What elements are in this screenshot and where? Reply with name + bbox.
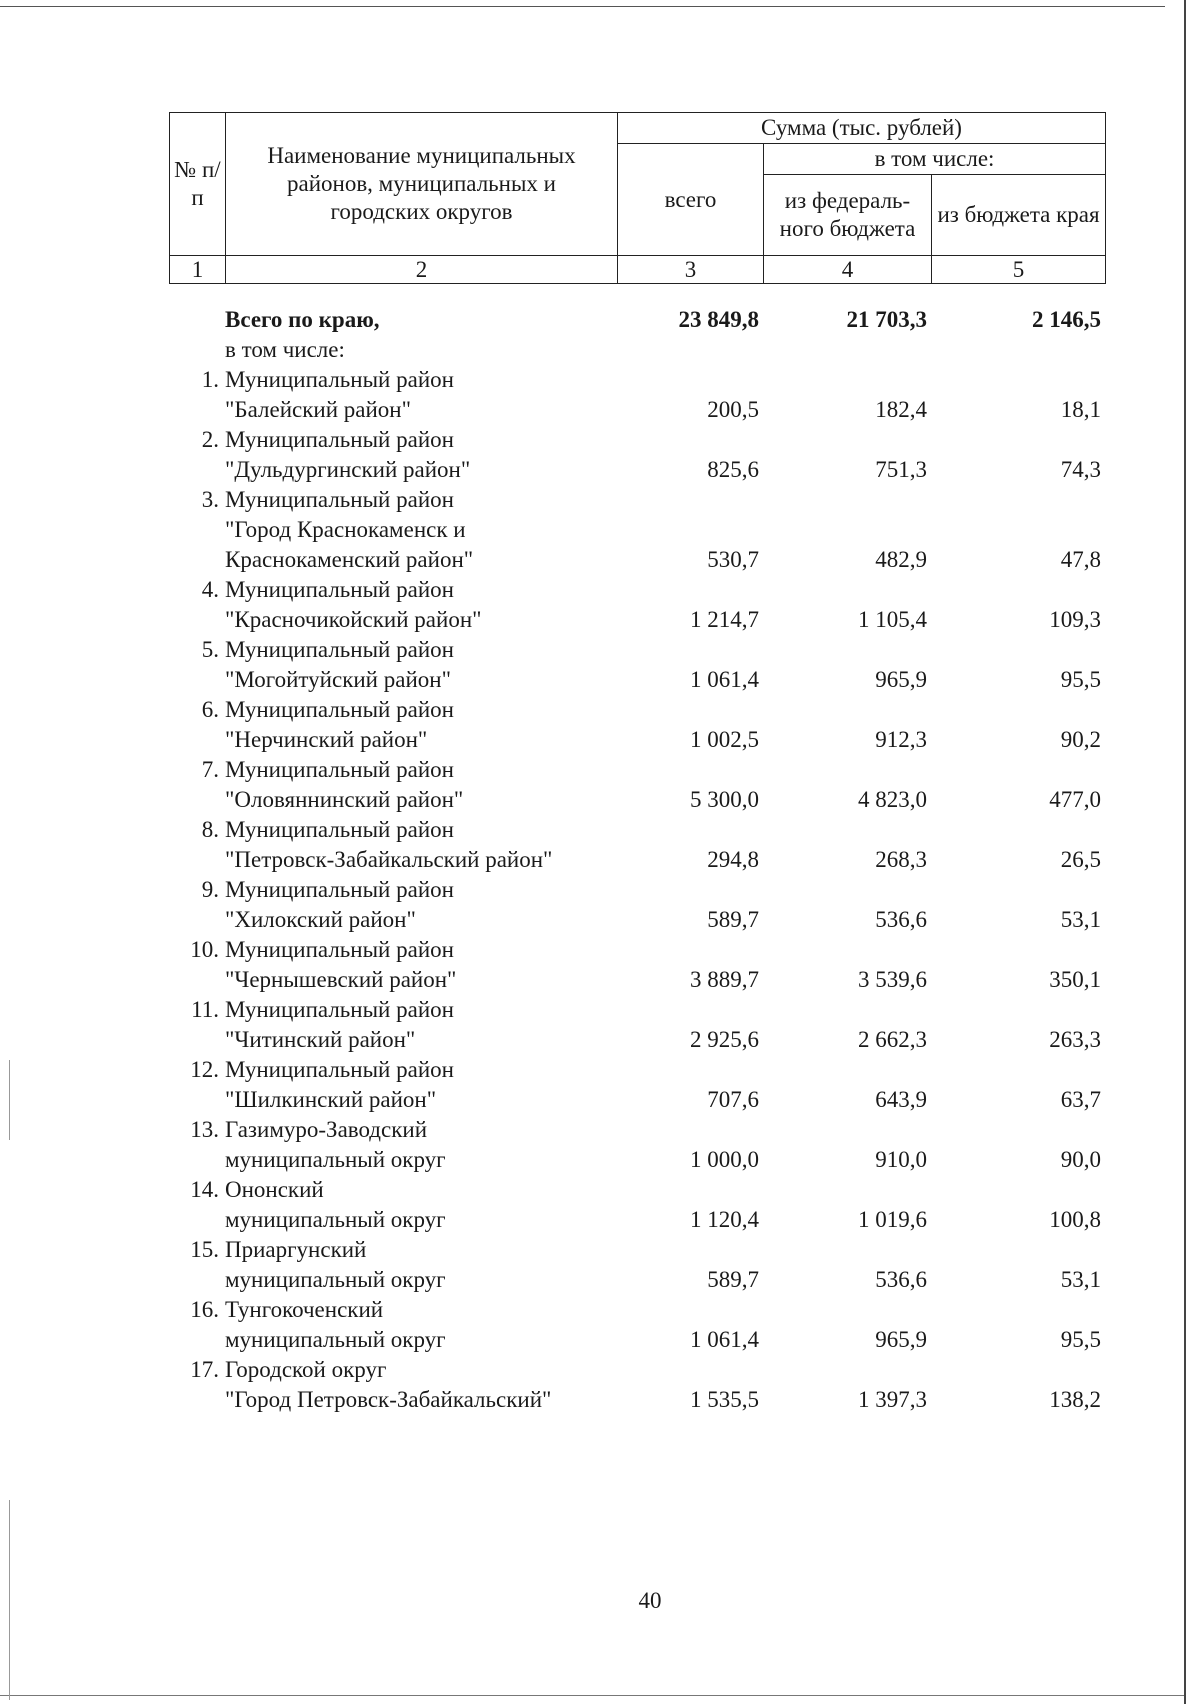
table-row (169, 665, 1105, 695)
row-number (169, 665, 225, 695)
row-total: 707,6 (707, 1087, 759, 1112)
row-federal (763, 1355, 931, 1385)
row-federal (763, 635, 931, 665)
row-name-line: Муниципальный район (225, 817, 454, 842)
row-number (169, 1145, 225, 1175)
row-regional (931, 755, 1105, 785)
scan-edge-top (0, 6, 1165, 7)
table-row (169, 1055, 1105, 1085)
table-row (169, 545, 1105, 575)
row-total: 1 002,5 (690, 727, 759, 752)
table-row (169, 755, 1105, 785)
row-total: 5 300,0 (690, 787, 759, 812)
row-federal: 182,4 (875, 397, 927, 422)
table-row (169, 1325, 1105, 1355)
row-federal (763, 875, 931, 905)
col-number: 2 (226, 256, 618, 284)
row-total (617, 485, 763, 515)
row-total: 589,7 (707, 907, 759, 932)
col-header-total: всего (618, 144, 764, 256)
row-total (617, 1055, 763, 1085)
row-regional (931, 485, 1105, 515)
row-name-line: муниципальный округ (225, 1267, 446, 1292)
row-total: 1 061,4 (690, 1327, 759, 1352)
row-name-line: Ононский (225, 1177, 324, 1202)
table-row (169, 1355, 1105, 1385)
table-row (169, 1235, 1105, 1265)
table-row (169, 905, 1105, 935)
row-federal (763, 995, 931, 1025)
row-total: 589,7 (707, 1267, 759, 1292)
row-federal (763, 755, 931, 785)
row-number: 10. (190, 937, 219, 962)
row-regional: 63,7 (1060, 1087, 1101, 1112)
col-header-name: Наименование муниципальных районов, муниципальных и городских округов (226, 113, 618, 256)
row-number: 11. (191, 997, 219, 1022)
row-regional: 263,3 (1049, 1027, 1101, 1052)
row-regional: 90,0 (1060, 1147, 1101, 1172)
row-regional: 350,1 (1049, 967, 1101, 992)
row-regional (931, 1295, 1105, 1325)
row-number: 4. (201, 577, 219, 602)
row-federal: 536,6 (875, 907, 927, 932)
table-row (169, 1115, 1105, 1145)
row-federal (763, 1295, 931, 1325)
row-total (617, 1355, 763, 1385)
row-regional (931, 575, 1105, 605)
row-name-line: "Дульдургинский район" (225, 457, 471, 482)
row-name-line: "Нерчинский район" (225, 727, 428, 752)
row-federal (763, 815, 931, 845)
row-total: 1 000,0 (690, 1147, 759, 1172)
col-number: 1 (170, 256, 226, 284)
row-number (169, 1325, 225, 1355)
row-number (169, 395, 225, 425)
row-federal (763, 935, 931, 965)
row-total (617, 1235, 763, 1265)
row-number (169, 1025, 225, 1055)
row-federal: 965,9 (875, 1327, 927, 1352)
row-federal (763, 515, 931, 545)
table-row (169, 1295, 1105, 1325)
table-header (169, 112, 1106, 284)
col-number: 4 (764, 256, 932, 284)
col-header-num: № п/п (170, 113, 226, 256)
scan-edge-bottom (0, 1695, 1184, 1696)
row-name-line: "Петровск-Забайкальский район" (225, 847, 553, 872)
row-number: 16. (190, 1297, 219, 1322)
row-name-line: "Чернышевский район" (225, 967, 457, 992)
table-row (169, 515, 1105, 545)
row-name-line: Муниципальный район (225, 577, 454, 602)
row-name-line: Приаргунский (225, 1237, 367, 1262)
row-regional (931, 1055, 1105, 1085)
row-federal (763, 1115, 931, 1145)
row-regional: 53,1 (1060, 1267, 1101, 1292)
table-row (169, 1385, 1105, 1415)
row-total (617, 695, 763, 725)
row-regional (931, 425, 1105, 455)
summary-federal: 21 703,3 (846, 307, 927, 332)
row-federal (763, 1175, 931, 1205)
row-regional: 26,5 (1060, 847, 1101, 872)
row-total (617, 575, 763, 605)
row-name-line: муниципальный округ (225, 1207, 446, 1232)
row-total (617, 635, 763, 665)
summary-label: Всего по краю, (225, 307, 380, 332)
table-row (169, 635, 1105, 665)
row-total: 1 214,7 (690, 607, 759, 632)
row-regional: 18,1 (1060, 397, 1101, 422)
row-number (169, 455, 225, 485)
table-row (169, 785, 1105, 815)
row-number: 13. (190, 1117, 219, 1142)
row-federal (763, 1235, 931, 1265)
row-name-line: муниципальный округ (225, 1147, 446, 1172)
summary-total: 23 849,8 (678, 307, 759, 332)
row-total (617, 515, 763, 545)
row-number (169, 1385, 225, 1415)
col-number: 3 (618, 256, 764, 284)
table-row (169, 995, 1105, 1025)
table-row (169, 1175, 1105, 1205)
row-regional (931, 935, 1105, 965)
row-total (617, 1295, 763, 1325)
row-number: 2. (201, 427, 219, 452)
table-row (169, 1025, 1105, 1055)
row-number: 17. (190, 1357, 219, 1382)
row-number: 9. (201, 877, 219, 902)
row-number: 6. (201, 697, 219, 722)
row-name-line: "Город Краснокаменск и (225, 517, 466, 542)
row-regional (931, 1175, 1105, 1205)
row-regional: 477,0 (1049, 787, 1101, 812)
row-regional: 47,8 (1060, 547, 1101, 572)
row-number: 15. (190, 1237, 219, 1262)
row-regional (931, 1115, 1105, 1145)
row-federal: 1 019,6 (858, 1207, 927, 1232)
row-number (169, 1205, 225, 1235)
row-regional: 138,2 (1049, 1387, 1101, 1412)
row-regional (931, 1235, 1105, 1265)
row-number (169, 965, 225, 995)
row-total: 3 889,7 (690, 967, 759, 992)
row-number (169, 1085, 225, 1115)
row-federal (763, 1055, 931, 1085)
row-number: 14. (190, 1177, 219, 1202)
table-row (169, 605, 1105, 635)
row-name-line: "Читинский район" (225, 1027, 416, 1052)
row-federal: 3 539,6 (858, 967, 927, 992)
row-total (617, 1115, 763, 1145)
table-row (169, 395, 1105, 425)
row-number (169, 1265, 225, 1295)
row-federal: 268,3 (875, 847, 927, 872)
table-row (169, 425, 1105, 455)
table-row (169, 965, 1105, 995)
row-name-line: Муниципальный район (225, 697, 454, 722)
row-regional (931, 995, 1105, 1025)
row-regional (931, 815, 1105, 845)
table-row (169, 695, 1105, 725)
row-name-line: Муниципальный район (225, 367, 454, 392)
row-name-line: Муниципальный район (225, 937, 454, 962)
row-total (617, 815, 763, 845)
row-name-line: Муниципальный район (225, 1057, 454, 1082)
table-row (169, 575, 1105, 605)
row-name-line: Тунгокоченский (225, 1297, 384, 1322)
row-total (617, 425, 763, 455)
row-total: 200,5 (707, 397, 759, 422)
row-name-line: Муниципальный район (225, 487, 454, 512)
row-number (169, 725, 225, 755)
row-name-line: Городской округ (225, 1357, 387, 1382)
col-header-federal: из федераль-ного бюджета (764, 175, 932, 256)
col-header-regional: из бюджета края (932, 175, 1106, 256)
table-row (169, 875, 1105, 905)
row-total: 294,8 (707, 847, 759, 872)
row-federal: 1 397,3 (858, 1387, 927, 1412)
row-regional: 74,3 (1060, 457, 1101, 482)
row-number (169, 605, 225, 635)
row-name-line: Муниципальный район (225, 637, 454, 662)
table-body (169, 305, 1105, 1415)
col-number: 5 (932, 256, 1106, 284)
row-total: 530,7 (707, 547, 759, 572)
table-row (169, 485, 1105, 515)
row-regional: 109,3 (1049, 607, 1101, 632)
row-name-line: Муниципальный район (225, 757, 454, 782)
col-header-sum: Сумма (тыс. рублей) (618, 113, 1106, 144)
row-number: 7. (201, 757, 219, 782)
row-name-line: Муниципальный район (225, 997, 454, 1022)
row-total (617, 1175, 763, 1205)
row-federal (763, 425, 931, 455)
row-regional (931, 635, 1105, 665)
row-total: 1 535,5 (690, 1387, 759, 1412)
row-federal: 482,9 (875, 547, 927, 572)
row-number: 12. (190, 1057, 219, 1082)
row-total (617, 755, 763, 785)
row-federal: 751,3 (875, 457, 927, 482)
row-number: 3. (201, 487, 219, 512)
row-federal (763, 695, 931, 725)
row-total (617, 365, 763, 395)
row-number (169, 905, 225, 935)
row-total (617, 875, 763, 905)
row-federal (763, 365, 931, 395)
row-name-line: "Хилокский район" (225, 907, 416, 932)
row-name-line: "Шилкинский район" (225, 1087, 437, 1112)
row-name-line: "Могойтуйский район" (225, 667, 451, 692)
row-name-line: Газимуро-Заводский (225, 1117, 428, 1142)
row-name-line: Муниципальный район (225, 427, 454, 452)
row-federal: 965,9 (875, 667, 927, 692)
summary-regional: 2 146,5 (1032, 307, 1101, 332)
row-total (617, 995, 763, 1025)
row-total: 2 925,6 (690, 1027, 759, 1052)
row-regional: 100,8 (1049, 1207, 1101, 1232)
row-regional (931, 695, 1105, 725)
row-federal (763, 575, 931, 605)
col-header-including: в том числе: (764, 144, 1106, 175)
row-name-line: "Балейский район" (225, 397, 411, 422)
row-federal: 1 105,4 (858, 607, 927, 632)
row-regional: 53,1 (1060, 907, 1101, 932)
row-regional (931, 365, 1105, 395)
row-name-line: "Город Петровск-Забайкальский" (225, 1387, 552, 1412)
table-row (169, 845, 1105, 875)
row-number (169, 545, 225, 575)
row-federal: 910,0 (875, 1147, 927, 1172)
row-number (169, 845, 225, 875)
row-name-line: Муниципальный район (225, 877, 454, 902)
row-name-line: муниципальный округ (225, 1327, 446, 1352)
row-number: 5. (201, 637, 219, 662)
including-row (169, 335, 1105, 365)
table-row (169, 365, 1105, 395)
row-total: 825,6 (707, 457, 759, 482)
row-federal: 2 662,3 (858, 1027, 927, 1052)
table-row (169, 1205, 1105, 1235)
page-number: 40 (638, 1588, 662, 1613)
row-regional (931, 875, 1105, 905)
row-number: 8. (201, 817, 219, 842)
row-regional: 95,5 (1060, 1327, 1101, 1352)
row-name-line: "Оловяннинский район" (225, 787, 464, 812)
row-federal (763, 485, 931, 515)
table-row (169, 1265, 1105, 1295)
table-row (169, 455, 1105, 485)
table-row (169, 1085, 1105, 1115)
row-name-line: "Красночикойский район" (225, 607, 482, 632)
row-regional (931, 515, 1105, 545)
scan-edge-right (1184, 0, 1186, 1704)
row-total (617, 935, 763, 965)
row-number: 1. (201, 367, 219, 392)
including-label: в том числе: (225, 337, 345, 362)
row-name-line: Краснокаменский район" (225, 547, 474, 572)
row-federal: 912,3 (875, 727, 927, 752)
table-row (169, 935, 1105, 965)
row-federal: 536,6 (875, 1267, 927, 1292)
row-regional: 95,5 (1060, 667, 1101, 692)
row-federal: 643,9 (875, 1087, 927, 1112)
row-federal: 4 823,0 (858, 787, 927, 812)
row-number (169, 515, 225, 545)
row-number (169, 785, 225, 815)
table-row (169, 815, 1105, 845)
row-total: 1 120,4 (690, 1207, 759, 1232)
row-total: 1 061,4 (690, 667, 759, 692)
row-regional: 90,2 (1060, 727, 1101, 752)
summary-row (169, 305, 1105, 335)
table-row (169, 725, 1105, 755)
scan-mark (9, 1060, 10, 1140)
table-row (169, 1145, 1105, 1175)
row-regional (931, 1355, 1105, 1385)
